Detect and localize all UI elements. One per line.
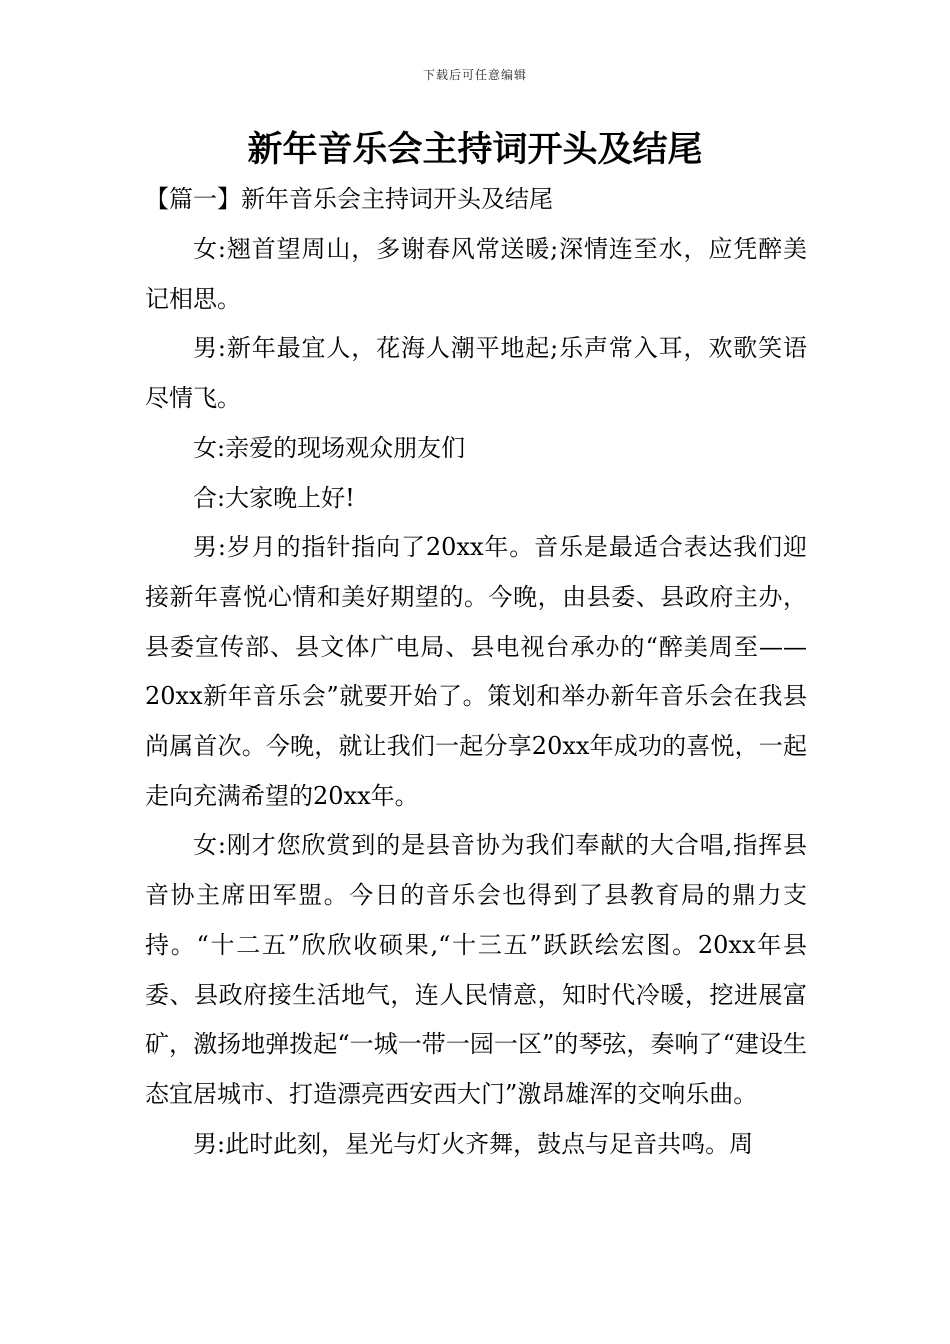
body-text <box>145 225 807 1169</box>
paragraph-male-intro: 男:岁月的指针指向了20xx年。音乐是最适合表达我们迎接新年喜悦心情和美好期望的。今晚，由县委、县政府主办，县委宣传部、县文体广电局、县电视台承办的“醉美周至——20xx新年音乐会”就要开始了。策划和举办新年音乐会在我县尚属首次。今晚，就让我们一起分享20xx年成功的喜悦，一起走向充满希望的20xx年。 <box>145 533 807 810</box>
paragraph-female-chorus: 女:刚才您欣赏到的是县音协为我们奉献的大合唱,指挥县音协主席田军盟。今日的音乐会也得到了县教育局的鼎力支持。“十二五”欣欣收硕果,“十三五”跃跃绘宏图。20xx年县委、县政府接生活地气，连人民情意，知时代冷暖，挖进展富矿，激扬地弹拨起“一城一带一园一区”的琴弦，奏响了“建设生态宜居城市、打造漂亮西安西大门”激昂雄浑的交响乐曲。 <box>145 831 807 1108</box>
paragraph-male-opening: 男:新年最宜人，花海人潮平地起;乐声常入耳，欢歌笑语尽情飞。 <box>145 334 807 413</box>
paragraph-male-continued: 男:此时此刻，星光与灯火齐舞，鼓点与足音共鸣。周 <box>193 1129 754 1158</box>
document-title: 新年音乐会主持词开头及结尾 <box>247 130 703 170</box>
paragraph-together-greeting: 合:大家晚上好! <box>193 483 355 512</box>
paragraph-female-opening: 女:翘首望周山，多谢春风常送暖;深情连至水，应凭醉美记相思。 <box>145 235 807 313</box>
section-heading: 【篇一】新年音乐会主持词开头及结尾 <box>145 185 553 213</box>
header-note: 下载后可任意编辑 <box>422 68 527 82</box>
paragraph-female-greeting: 女:亲爱的现场观众朋友们 <box>193 433 466 462</box>
